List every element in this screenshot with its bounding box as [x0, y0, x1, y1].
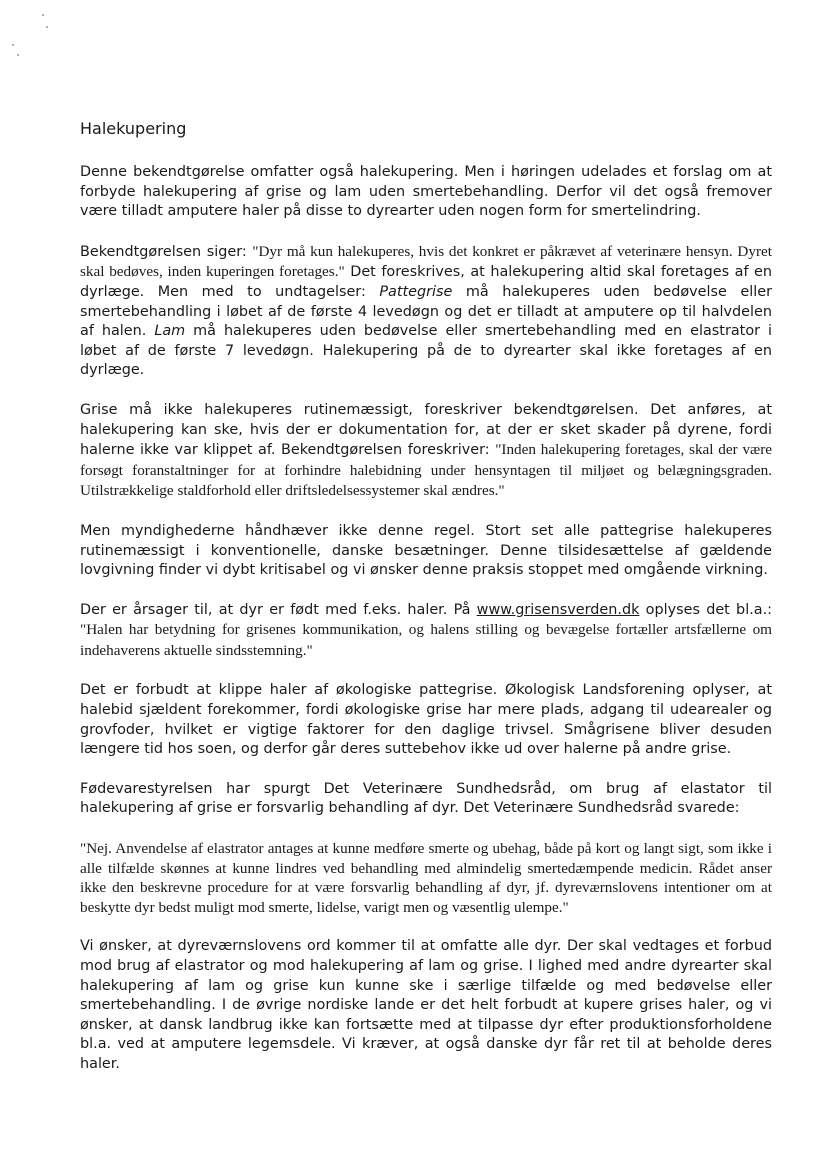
text-span: Der er årsager til, at dyr er født med f.eks. haler. På: [80, 601, 477, 618]
quote-sundhedsraad: "Nej. Anvendelse af elastrator antages at kunne medføre smerte og ubehag, både på kort og langt sigt, som ikke i alle tilfælde skønnes at kunne lindres ved behandling med almindelig smertedæmpende medicin. Rådet anser ikke den beskrevne procedure for at være forsvarlig behandling af dyr, jf. dyreværnslovens intentioner om at beskytte dyr bedst muligt mod smerte, lidelse, varigt men og væsentlig ulempe.": [80, 840, 772, 916]
text-span: Bekendtgørelsen siger:: [80, 243, 253, 260]
emphasis-lam: Lam: [154, 323, 186, 340]
document-title: Halekupering: [80, 119, 187, 138]
grisensverden-link[interactable]: www.grisensverden.dk: [476, 601, 640, 618]
quote-regulation: "Dyr må kun halekuperes, hvis det konkret er påkrævet af veterinære hensyn. Dyret skal bedøves, inden kuperingen foretages.": [80, 242, 772, 281]
paragraph-question: Fødevarestyrelsen har spurgt Det Veterinære Sundhedsråd, om brug af elastator til halekupering af grise er forsvarlig behandling af dyr. Det Veterinære Sundhedsråd svarede:: [80, 780, 772, 817]
text-span: Det foreskrives, at halekupering altid skal foretages af en dyrlæge. Men med to undtagelser:: [80, 264, 773, 300]
paragraph-enforcement: Men myndighederne håndhæver ikke denne regel. Stort set alle pattegrise halekuperes rutinemæssigt i konventionelle, danske besætninger. Denne tilsidesættelse af gældende lovgivning finder vi dybt kritisabel og vi ønsker denne praksis stoppet med omgående virkning.: [80, 522, 772, 579]
speck: [17, 54, 19, 56]
emphasis-pattegrise: Pattegrise: [379, 283, 453, 300]
paragraph-intro: Denne bekendtgørelse omfatter også halekupering. Men i høringen udelades et forslag om at forbyde halekupering af grise og lam uden smertebehandling. Derfor vil det også fremover være tilladt amputere haler på disse to dyrearter uden nogen form for smertelindring.: [80, 164, 772, 220]
paragraph-organic: Det er forbudt at klippe haler af økologiske pattegrise. Økologisk Landsforening oplyser, at halebid sjældent forekommer, fordi økologiske grise har mere plads, adgang til udearealer og grovfoder, hvilket er vigtige faktorer for den daglige trivsel. Smågrisene bliver desuden længere tid hos soen, og derfor går deres suttebehov ikke ud over halerne på andre grise.: [80, 682, 772, 758]
paragraph-routine: [80, 401, 772, 502]
paragraph-regulation: [80, 242, 772, 381]
quote-grisensverden: "Halen har betydning for grisenes kommunikation, og halens stilling og bevægelse fortæller artsfællerne om indehaverens aktuelle sindsstemning.": [80, 621, 772, 659]
paragraph-reasons: [80, 601, 772, 662]
text-span: må halekuperes uden bedøvelse eller smertebehandling i løbet af de første 4 levedøgn og det er tilladt at amputere op til halvdelen af halen.: [80, 283, 772, 340]
speck: [12, 44, 14, 46]
quote-halebidning: "Inden halekupering foretages, skal der være forsøgt foranstaltninger for at forhindre halebidning under hensyntagen til miljøet og belægningsgraden. Utilstrækkelige staldforhold eller driftsledelsessystemer skal ændres.": [80, 441, 772, 500]
text-span: oplyses det bl.a.:: [639, 601, 773, 618]
scan-specks: [8, 12, 38, 72]
paragraph-demand: Vi ønsker, at dyreværnslovens ord kommer til at omfatte alle dyr. Der skal vedtages et forbud mod brug af elastrator og mod halekupering af lam og grise. I lighed med andre dyrearter skal halekupering af lam og grise kun kunne ske i særlige tilfælde og med bedøvelse eller smertebehandling. I de øvrige nordiske lande er det helt forbudt at kupere grises haler, og vi ønsker, at dansk landbrug ikke kan fortsætte med at tilpasse dyr efter produktionsforholdene bl.a. ved at amputere legemsdele. Vi kræver, at også danske dyr får ret til at beholde deres haler.: [80, 938, 772, 1072]
text-span: må halekuperes uden bedøvelse eller smertebehandling med en elastrator i løbet af de første 7 levedøgn. Halekupering på de to dyrearter skal ikke foretages af en dyrlæge.: [80, 323, 772, 379]
speck: [42, 14, 44, 16]
text-span: Grise må ikke halekuperes rutinemæssigt, foreskriver bekendtgørelsen. Det anføres, at halekupering kan ske, hvis der er dokumentation for, at der er sket skader på dyrene, fordi halerne ikke var klippet af. Bekendtgørelsen foreskriver:: [80, 401, 772, 459]
speck: [46, 26, 48, 28]
document-body: [80, 119, 772, 1095]
